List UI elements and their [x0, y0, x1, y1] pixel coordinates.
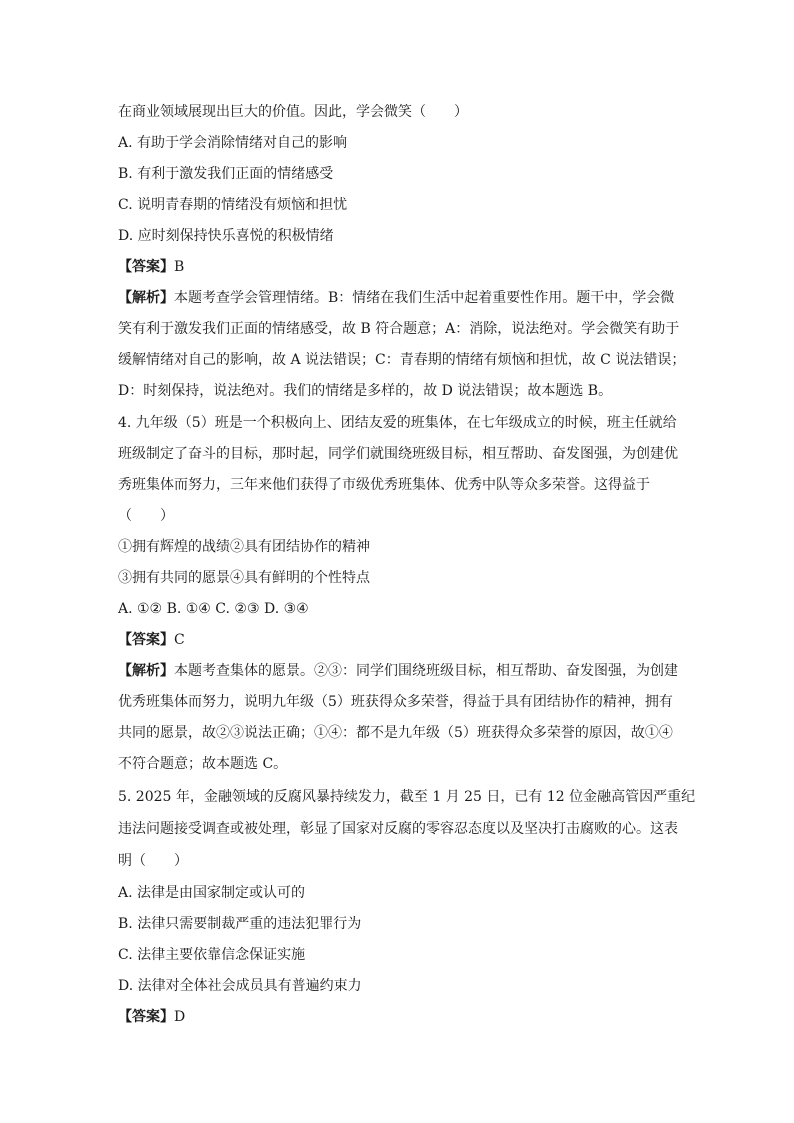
q3-analysis-line-1 [118, 288, 698, 308]
q3-analysis-text-1: 本题考查学会管理情绪。B：情绪在我们生活中起着重要性作用。题干中，学会微 [174, 290, 675, 306]
q4-analysis-label: 【解析】 [118, 663, 174, 679]
q4-stem-line-3: 秀班集体而努力，三年来他们获得了市级优秀班集体、优秀中队等众多荣誉。这得益于 [118, 477, 650, 493]
q4-answer [118, 630, 698, 650]
q5-option-b: B. 法律只需要制裁严重的违法犯罪行为 [118, 916, 362, 932]
q5-answer [118, 1007, 698, 1027]
q5-answer-value: D [174, 1009, 186, 1025]
q5-option-c: C. 法律主要依靠信念保证实施 [118, 947, 306, 963]
q3-stem-tail: 在商业领域展现出巨大的价值。因此，学会微笑（ ） [118, 104, 468, 120]
q4-options: A. ①② B. ①④ C. ②③ D. ③④ [118, 601, 309, 617]
q3-analysis-line-2: 笑有利于激发我们正面的情绪感受，故 B 符合题意；A：消除，说法绝对。学会微笑有助于 [118, 321, 680, 337]
q3-analysis-line-4: D：时刻保持，说法绝对。我们的情绪是多样的，故 D 说法错误；故本题选 B。 [118, 383, 613, 399]
q3-option-b: B. 有利于激发我们正面的情绪感受 [118, 166, 334, 182]
q3-analysis-line-3: 缓解情绪对自己的影响，故 A 说法错误；C：青春期的情绪有烦恼和担忧，故 C 说法错误； [118, 352, 686, 368]
q4-analysis-line-4: 不符合题意；故本题选 C。 [118, 756, 288, 772]
q4-stem-line-2: 班级制定了奋斗的目标，那时起，同学们就围绕班级目标，相互帮助、奋发图强，为创建优 [118, 446, 678, 462]
q4-analysis-line-2: 优秀班集体而努力，说明九年级（5）班获得众多荣誉，得益于具有团结协作的精神，拥有 [118, 694, 673, 710]
q4-answer-value: C [174, 632, 185, 648]
q3-answer-value: B [174, 259, 185, 275]
q4-statement-1: ①拥有辉煌的战绩②具有团结协作的精神 [118, 539, 370, 555]
q3-option-a: A. 有助于学会消除情绪对自己的影响 [118, 135, 348, 151]
q4-stem-line-1: 4. 九年级（5）班是一个积极向上、团结友爱的班集体，在七年级成立的时候，班主任就给 [118, 415, 677, 431]
q3-analysis-label: 【解析】 [118, 290, 174, 306]
q5-option-a: A. 法律是由国家制定或认可的 [118, 885, 306, 901]
q4-analysis-line-1 [118, 661, 698, 681]
q4-answer-label: 【答案】 [118, 632, 174, 648]
q4-statement-2: ③拥有共同的愿景④具有鲜明的个性特点 [118, 570, 370, 586]
q5-option-d: D. 法律对全体社会成员具有普遍约束力 [118, 978, 362, 994]
q5-answer-label: 【答案】 [118, 1009, 174, 1025]
q4-stem-line-4: （ ） [118, 508, 174, 524]
q5-stem-line-3: 明（ ） [118, 853, 188, 869]
q4-analysis-text-1: 本题考查集体的愿景。②③：同学们围绕班级目标，相互帮助、奋发图强，为创建 [174, 663, 678, 679]
q3-answer-label: 【答案】 [118, 259, 174, 275]
q3-answer [118, 257, 698, 277]
q4-analysis-line-3: 共同的愿景，故②③说法正确；①④：都不是九年级（5）班获得众多荣誉的原因，故①④ [118, 725, 673, 741]
q3-option-c: C. 说明青春期的情绪没有烦恼和担忧 [118, 197, 348, 213]
q5-stem-line-1: 5. 2025 年，金融领域的反腐风暴持续发力，截至 1 月 25 日，已有 12 位金融高管因严重纪 [118, 789, 696, 805]
q3-option-d: D. 应时刻保持快乐喜悦的积极情绪 [118, 228, 334, 244]
q5-stem-line-2: 违法问题接受调查或被处理，彰显了国家对反腐的零容忍态度以及坚决打击腐败的心。这表 [118, 821, 678, 837]
